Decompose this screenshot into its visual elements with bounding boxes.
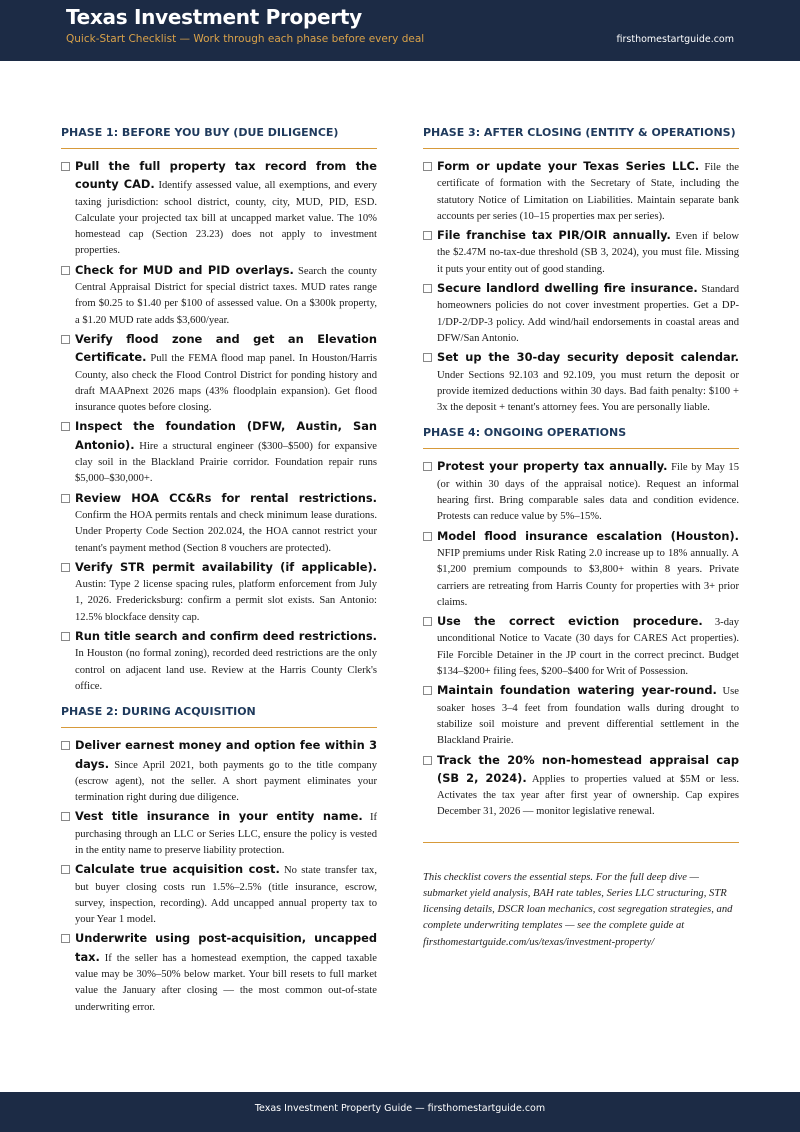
item-body: If the seller has a homestead exemption, the capped taxable value may be 30%–50% below market. Your bill resets to full market value the January after closing — the most common out-of-state underwriting error. bbox=[75, 952, 377, 1013]
checkbox[interactable] bbox=[61, 812, 70, 821]
item-lead: Form or update your Texas Series LLC. bbox=[437, 159, 700, 173]
checkbox[interactable] bbox=[423, 532, 432, 541]
phase-4 bbox=[423, 426, 739, 820]
item-body: Search the county Central Appraisal District for special district taxes. MUD rates range from $0.25 to $1.40 per $100 of assessed value. On a $300k property, a $1.20 MUD rate adds $3,600/year. bbox=[75, 265, 377, 326]
item-body: File the certificate of formation with the Secretary of State, including the statutory Notice of Limitation on Liabilities. Maintain separate bank accounts per series (10–15 properties max per series). bbox=[437, 162, 739, 222]
item-body: Hire a structural engineer ($300–$500) for expansive clay soil in the Blackland Prairie corridor. Foundation repair runs $5,000–$30,000+. bbox=[75, 440, 377, 485]
checkbox[interactable] bbox=[423, 162, 432, 171]
checklist-item bbox=[61, 628, 377, 695]
checkbox[interactable] bbox=[61, 563, 70, 572]
checkbox[interactable] bbox=[423, 231, 432, 240]
right-column bbox=[423, 126, 739, 951]
item-lead: Set up the 30-day security deposit calendar. bbox=[437, 350, 739, 365]
checklist-item bbox=[423, 613, 739, 680]
checkbox[interactable] bbox=[61, 632, 70, 641]
item-lead: Run title search and confirm deed restrictions. bbox=[75, 629, 377, 644]
phase-1 bbox=[61, 126, 377, 695]
item-body: Use soaker hoses 3–4 feet from foundation walls during drought to stabilize soil moisture and prevent differential settlement in the Blackland Prairie. bbox=[437, 686, 739, 747]
item-lead: Review HOA CC&Rs for rental restrictions. bbox=[75, 490, 377, 505]
phase-title: PHASE 1: BEFORE YOU BUY (DUE DILIGENCE) bbox=[61, 126, 377, 149]
checklist-item bbox=[61, 262, 377, 329]
page-title: Texas Investment Property bbox=[66, 5, 362, 29]
checklist-item bbox=[61, 737, 377, 806]
checkbox[interactable] bbox=[423, 617, 432, 626]
item-body: No state transfer tax, but buyer closing costs run 1.5%–2.5% (title insurance, escrow, survey, inspection, recording). Add uncapped annual property tax to your Year 1 model. bbox=[75, 865, 377, 926]
item-lead: Secure landlord dwelling fire insurance. bbox=[437, 281, 698, 296]
checklist-item bbox=[61, 331, 377, 416]
checkbox[interactable] bbox=[423, 353, 432, 362]
phase-title: PHASE 2: DURING ACQUISITION bbox=[61, 705, 377, 728]
item-body: Applies to properties valued at $5M or less. Activates the tax year after first year of ownership. Cap expires December 31, 2026 — monitor legislative renewal. bbox=[437, 773, 739, 818]
item-body: Austin: Type 2 license spacing rules, platform enforcement from July 1, 2026. Fredericksburg: confirm a permit slot exists. San Antonio: 12.5% blockface density cap. bbox=[75, 579, 377, 623]
item-lead: Verify flood zone and get an Elevation Certificate. bbox=[75, 331, 377, 365]
checklist-item bbox=[61, 158, 377, 260]
checklist-item bbox=[423, 752, 739, 821]
checkbox[interactable] bbox=[61, 865, 70, 874]
item-body: Pull the FEMA flood map panel. In Houston/Harris County, also check the Flood Control District for ponding history and draft MAAPnext 2026 maps (43% floodplain expansion). Get flood insurance quotes before closing. bbox=[75, 353, 377, 414]
checkbox[interactable] bbox=[61, 162, 70, 171]
phase-3 bbox=[423, 126, 739, 416]
item-body: Confirm the HOA permits rentals and check minimum lease durations. Under Property Code Section 202.024, the HOA cannot restrict your tenant's payment method (Section 8 vouchers are protected). bbox=[75, 509, 377, 554]
item-lead: File franchise tax PIR/OIR annually. bbox=[437, 228, 671, 243]
item-lead: Use the correct eviction procedure. bbox=[437, 614, 703, 629]
phase-title: PHASE 4: ONGOING OPERATIONS bbox=[423, 426, 739, 449]
checkbox[interactable] bbox=[423, 462, 432, 471]
item-body: If purchasing through an LLC or Series LLC, ensure the policy is vested in the entity name to preserve liability protection. bbox=[75, 812, 377, 856]
checkbox[interactable] bbox=[61, 494, 70, 503]
item-body: Identify assessed value, all exemptions, and every taxing jurisdiction: school district, county, city, MUD, PID, ESD. Calculate your projected tax bill at uncapped market value. The 10% homestead cap (Section 23.23) does not apply to investment properties. bbox=[75, 180, 377, 257]
guide-note: This checklist covers the essential steps. For the full deep dive — submarket yield analysis, BAH rate tables, Series LLC structuring, STR licensing details, DSCR loan mechanics, cost segregation strategies, and complete underwriting templates — see the complete guide at firsthomestartguide.com/us/texas/investment-property/ bbox=[423, 871, 733, 948]
item-lead: Deliver earnest money and option fee within 3 days. bbox=[75, 738, 377, 771]
left-column bbox=[61, 126, 377, 1018]
checkbox[interactable] bbox=[423, 284, 432, 293]
item-body: Under Sections 92.103 and 92.109, you must return the deposit or provide itemized deductions within 30 days. Bad faith penalty: $100 + 3x the deposit + tenant's attorney fees. You are personally liable. bbox=[437, 369, 739, 414]
item-body: Standard homeowners policies do not cover investment properties. Get a DP-1/DP-2/DP-3 policy. Add wind/hail endorsements in coastal areas and DFW/San Antonio. bbox=[437, 284, 739, 344]
checkbox[interactable] bbox=[61, 266, 70, 275]
item-lead: Pull the full property tax record from the county CAD. bbox=[75, 159, 377, 192]
checklist-item bbox=[423, 158, 739, 225]
item-lead: Underwrite using post-acquisition, uncapped tax. bbox=[75, 931, 377, 964]
item-lead: Track the 20% non-homestead appraisal cap (SB 2, 2024). bbox=[437, 752, 739, 785]
item-lead: Check for MUD and PID overlays. bbox=[75, 262, 294, 277]
page-header bbox=[0, 0, 800, 61]
item-lead: Maintain foundation watering year-round. bbox=[437, 683, 717, 698]
checklist-item bbox=[61, 808, 377, 859]
item-body: 3-day unconditional Notice to Vacate (30 days for CARES Act properties). File Forcible Detainer in the JP court in the correct precinct. Budget $134–$200+ filing fees, $200–$400 for Writ of Possession. bbox=[437, 617, 739, 678]
checklist bbox=[423, 158, 739, 416]
checklist-item bbox=[61, 930, 377, 1015]
item-body: NFIP premiums under Risk Rating 2.0 increase up to 18% annually. A $1,200 premium compounds to $3,800+ within 8 years. Private carriers are retreating from Harris County for properties with 3+ prior claims. bbox=[437, 547, 739, 608]
checklist-item bbox=[423, 682, 739, 749]
checklist-item bbox=[423, 280, 739, 347]
item-body: In Houston (no formal zoning), recorded deed restrictions are the only control on adjacent land use. Review at the Harris County Clerk's office. bbox=[75, 648, 377, 692]
phase-title: PHASE 3: AFTER CLOSING (ENTITY & OPERATIONS) bbox=[423, 126, 739, 149]
divider bbox=[423, 842, 739, 843]
checklist-item bbox=[61, 861, 377, 928]
checklist bbox=[61, 737, 377, 1016]
header-site-link[interactable]: firsthomestartguide.com bbox=[616, 34, 734, 45]
page-subtitle: Quick-Start Checklist — Work through each phase before every deal bbox=[66, 33, 425, 45]
checklist-item bbox=[61, 559, 377, 626]
checklist-item bbox=[61, 418, 377, 487]
item-lead: Verify STR permit availability (if applicable). bbox=[75, 559, 377, 574]
checklist-item bbox=[423, 528, 739, 611]
page-footer bbox=[0, 1092, 800, 1132]
checkbox[interactable] bbox=[61, 741, 70, 750]
checkbox[interactable] bbox=[423, 686, 432, 695]
checkbox[interactable] bbox=[61, 335, 70, 344]
checklist-item bbox=[61, 490, 377, 557]
phase-2 bbox=[61, 705, 377, 1016]
item-body: File by May 15 (or within 30 days of the appraisal notice). Request an informal hearing first. Bring comparable sales data and condition evidence. Protests can reduce value by 5%–15%. bbox=[437, 462, 739, 523]
checkbox[interactable] bbox=[61, 934, 70, 943]
checklist-item bbox=[423, 227, 739, 278]
item-body: Even if below the $2.47M no-tax-due threshold (SB 3, 2024), you must file. Missing it puts your entity out of good standing. bbox=[437, 231, 739, 275]
checklist bbox=[61, 158, 377, 695]
footer-text: Texas Investment Property Guide — firsthomestartguide.com bbox=[254, 1103, 546, 1114]
checklist bbox=[423, 458, 739, 820]
checkbox[interactable] bbox=[61, 422, 70, 431]
item-body: Since April 2021, both payments go to the title company (escrow agent), not the seller. A short payment eliminates your termination right during due diligence. bbox=[75, 759, 377, 804]
item-lead: Inspect the foundation (DFW, Austin, San Antonio). bbox=[75, 419, 377, 452]
item-lead: Vest title insurance in your entity name. bbox=[75, 809, 363, 824]
item-lead: Calculate true acquisition cost. bbox=[75, 862, 280, 877]
checklist-item bbox=[423, 458, 739, 525]
item-lead: Model flood insurance escalation (Houston). bbox=[437, 528, 739, 543]
checkbox[interactable] bbox=[423, 756, 432, 765]
item-lead: Protest your property tax annually. bbox=[437, 459, 668, 474]
checklist-item bbox=[423, 349, 739, 416]
